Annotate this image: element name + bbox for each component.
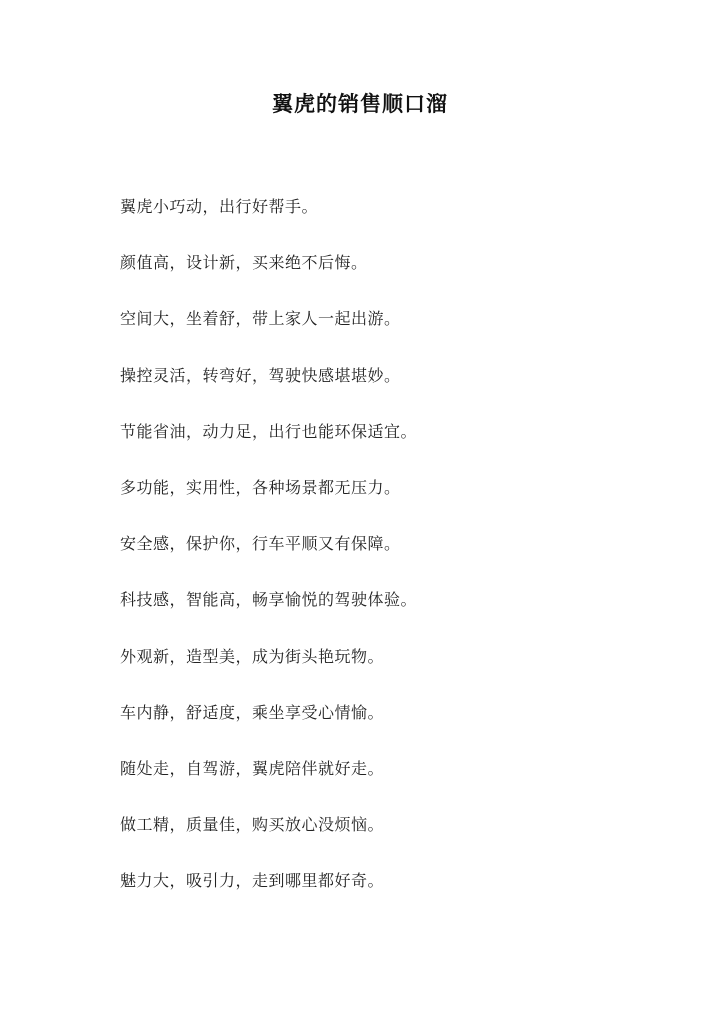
verse-line-11: 随处走，自驾游，翼虎陪伴就好走。 bbox=[120, 758, 385, 778]
verse-line-13: 魅力大，吸引力，走到哪里都好奇。 bbox=[120, 871, 385, 891]
document-title: 翼虎的销售顺口溜 bbox=[272, 91, 448, 116]
verse-line-10: 车内静，舒适度，乘坐享受心情愉。 bbox=[120, 702, 385, 722]
verse-line-12: 做工精，质量佳，购买放心没烦恼。 bbox=[120, 815, 385, 835]
verse-line-6: 多功能，实用性，各种场景都无压力。 bbox=[120, 477, 401, 497]
verse-line-8: 科技感，智能高，畅享愉悦的驾驶体验。 bbox=[120, 590, 418, 610]
verse-line-1: 翼虎小巧动，出行好帮手。 bbox=[120, 197, 319, 216]
verse-line-3: 空间大，坐着舒，带上家人一起出游。 bbox=[120, 309, 401, 329]
verse-list bbox=[120, 196, 640, 926]
verse-line-5: 节能省油，动力足，出行也能环保适宜。 bbox=[120, 421, 418, 441]
verse-line-4: 操控灵活，转弯好，驾驶快感堪堪妙。 bbox=[120, 365, 401, 385]
verse-line-9: 外观新，造型美，成为街头艳玩物。 bbox=[120, 646, 385, 666]
verse-line-2: 颜值高，设计新，买来绝不后悔。 bbox=[120, 253, 368, 273]
verse-line-7: 安全感，保护你，行车平顺又有保障。 bbox=[120, 534, 401, 554]
